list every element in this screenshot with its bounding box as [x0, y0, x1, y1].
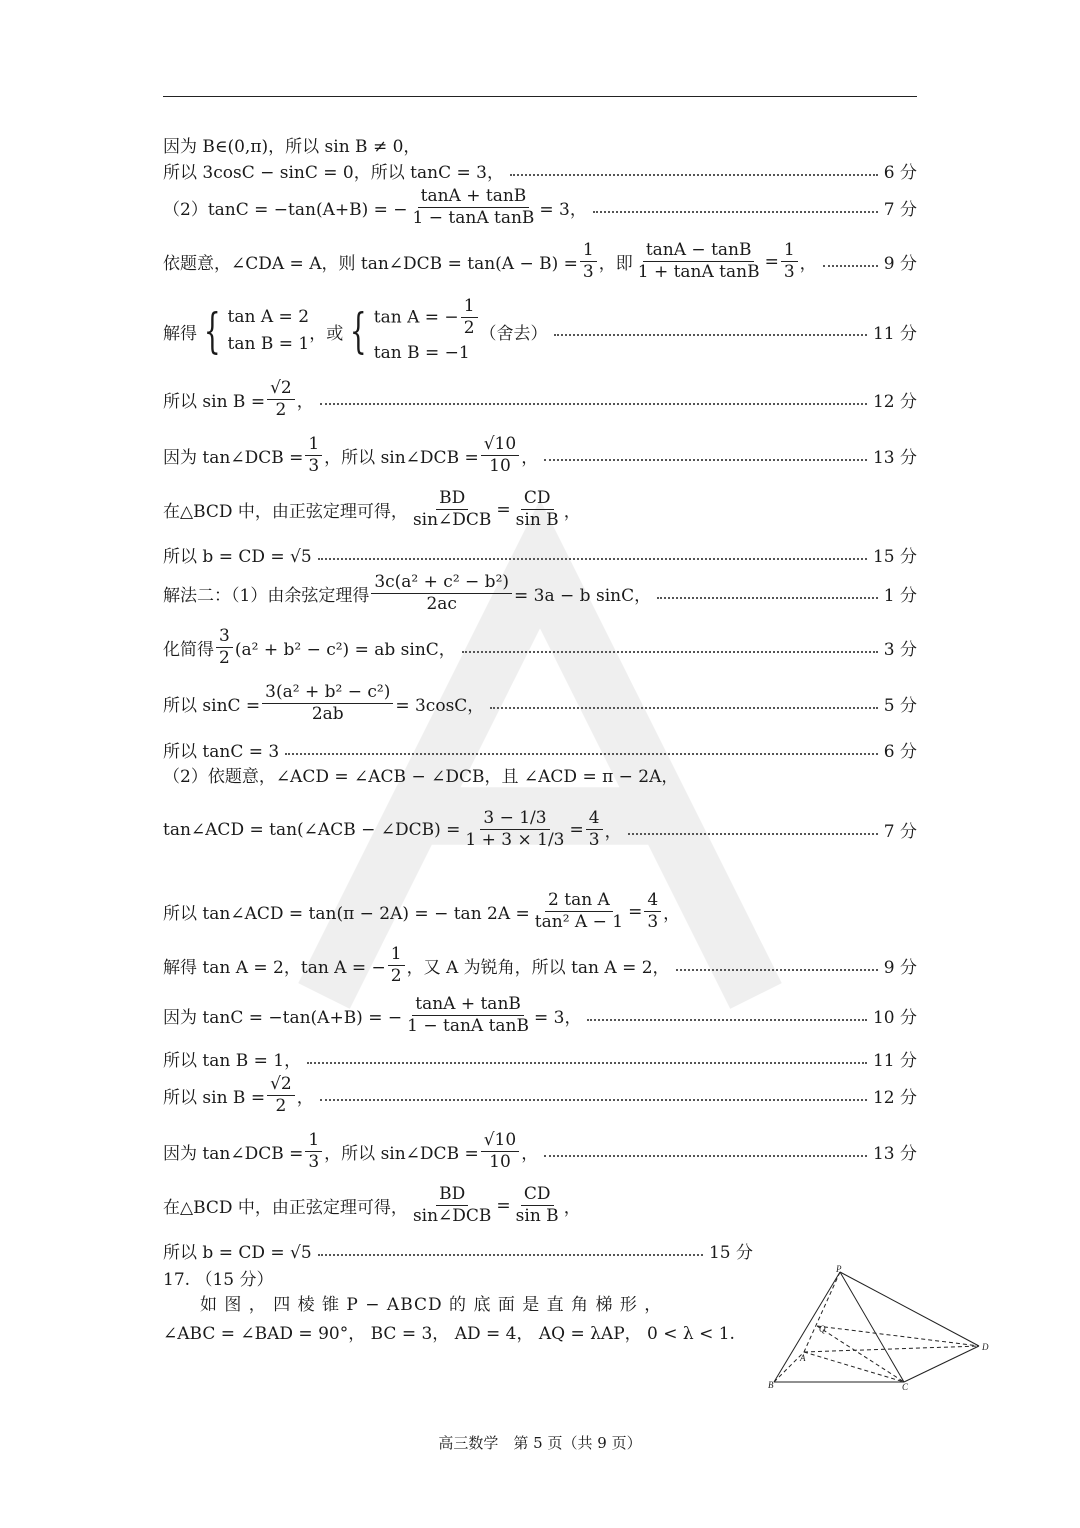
score-label: 3 分	[883, 640, 917, 661]
question-17-title: 17. （15 分）	[163, 1270, 274, 1290]
page-footer: 高三数学 第 5 页（共 9 页）	[438, 1434, 642, 1452]
label-D: D	[982, 1342, 989, 1352]
score-label: 15 分	[872, 547, 917, 567]
solution-line-20: 所以 sin B = $\frac{√2}{2}$ ， 12 分	[163, 1074, 917, 1117]
solution-line-23: 所以 b = CD = √5 15 分	[163, 1238, 753, 1263]
score-label: 6 分	[883, 742, 917, 762]
score-label: 11 分	[872, 323, 917, 344]
solution-line-15: tan∠ACD = tan(∠ACB − ∠DCB) = $\frac{3 - 1/3}{1 + 3 \times 1/3}$ = $\frac{4}{3}$ ， 7 分	[163, 808, 917, 851]
solution-line-16: 所以 tan∠ACD = tan(π − 2A) = − tan 2A = $\frac{\text{2 tan A}}{\text{tan² A − 1}}$ = $\frac{4}{3}$ ，	[163, 890, 681, 933]
label-B: B	[768, 1380, 774, 1390]
pyramid-figure	[764, 1264, 994, 1394]
score-label: 7 分	[883, 200, 917, 221]
score-label: 7 分	[883, 822, 917, 843]
question-17-text-1: 如 图 ， 四 棱 锥 P − ABCD 的 底 面 是 直 角 梯 形 ，	[200, 1295, 663, 1315]
label-Q: Q	[819, 1324, 826, 1334]
score-label: 11 分	[872, 1051, 917, 1071]
solution-line-10: 解法二：（1）由余弦定理得 $\frac{\text{3c(a² + c² − b²)}}{2ac}$ = 3a − b sinC， 1 分	[163, 572, 917, 615]
solution-line-11: 化简得 $\frac{3}{2}$ (a² + b² − c²) = ab sinC， 3 分	[163, 626, 917, 669]
header-rule	[163, 96, 917, 97]
question-17-text-2: ∠ABC = ∠BAD = 90°， BC = 3， AD = 4， AQ = λAP， 0 < λ < 1.	[163, 1324, 735, 1344]
solution-line-19: 所以 tan B = 1， 11 分	[163, 1046, 917, 1071]
solution-line-13: 所以 tanC = 3 6 分	[163, 737, 917, 762]
label-P: P	[836, 1264, 842, 1274]
solution-line-4: 依题意，∠CDA = A，则 tan∠DCB = tan(A − B) = $\frac{1}{3}$ ，即 $\frac{\tan A - \tan B}{\text{1 + tanA tanB}}$ = $\frac{1}{3}$ ， 9 分	[163, 240, 917, 283]
solution-line-18: 因为 tanC = −tan(A+B) = − $\frac{\tan A + \tan B}{\text{1 − tanA tanB}}$ = 3， 10 分	[163, 994, 917, 1037]
solution-line-22: 在△BCD 中，由正弦定理可得， $\frac{BD}{\text{sin∠DCB}}$ = $\frac{CD}{\text{sin B}}$ ，	[163, 1184, 581, 1227]
solution-line-3: （2）tanC = −tan(A+B) = − $\frac{\tan A + \tan B}{\text{1 − tanA tanB}}$ = 3， 7 分	[163, 186, 917, 229]
score-label: 9 分	[883, 958, 917, 979]
score-label: 15 分	[708, 1243, 753, 1263]
solution-line-6: 所以 sin B = $\frac{√2}{2}$ ， 12 分	[163, 378, 917, 421]
label-C: C	[902, 1382, 909, 1392]
solution-line-5: 解得 { tan A = 2 tan B = 1 ，或 { tan A = − $\frac{1}{2}$ tan B = −1 （舍去） 11 分	[163, 296, 917, 363]
score-label: 12 分	[872, 1088, 917, 1109]
score-label: 13 分	[872, 1144, 917, 1165]
solution-line-14: （2）依题意，∠ACD = ∠ACB − ∠DCB，且 ∠ACD = π − 2A，	[163, 767, 679, 787]
solution-line-17: 解得 tan A = 2，tan A = − $\frac{1}{2}$ ，又 A 为锐角，所以 tan A = 2， 9 分	[163, 944, 917, 987]
score-label: 6 分	[883, 163, 917, 183]
score-label: 12 分	[872, 392, 917, 413]
solution-line-21: 因为 tan∠DCB = $\frac{1}{3}$ ，所以 sin∠DCB = $\frac{√10}{10}$ ， 13 分	[163, 1130, 917, 1173]
solution-line-1: 因为 B∈(0,π)，所以 sin B ≠ 0，	[163, 137, 421, 157]
solution-line-9: 所以 b = CD = √5 15 分	[163, 542, 917, 567]
score-label: 9 分	[883, 254, 917, 275]
solution-line-7: 因为 tan∠DCB = $\frac{1}{3}$ ，所以 sin∠DCB = $\frac{√10}{10}$ ， 13 分	[163, 434, 917, 477]
solution-line-2: 所以 3cosC − sinC = 0，所以 tanC = 3， 6 分	[163, 158, 917, 183]
score-label: 5 分	[883, 696, 917, 717]
solution-line-12: 所以 sinC = $\frac{\text{3(a² + b² − c²)}}{2ab}$ = 3cosC， 5 分	[163, 682, 917, 725]
score-label: 13 分	[872, 448, 917, 469]
score-label: 10 分	[872, 1008, 917, 1029]
label-A: A	[800, 1353, 806, 1363]
solution-line-8: 在△BCD 中，由正弦定理可得， $\frac{BD}{\text{sin∠DCB}}$ = $\frac{CD}{\text{sin B}}$ ，	[163, 488, 581, 531]
score-label: 1 分	[883, 586, 917, 607]
